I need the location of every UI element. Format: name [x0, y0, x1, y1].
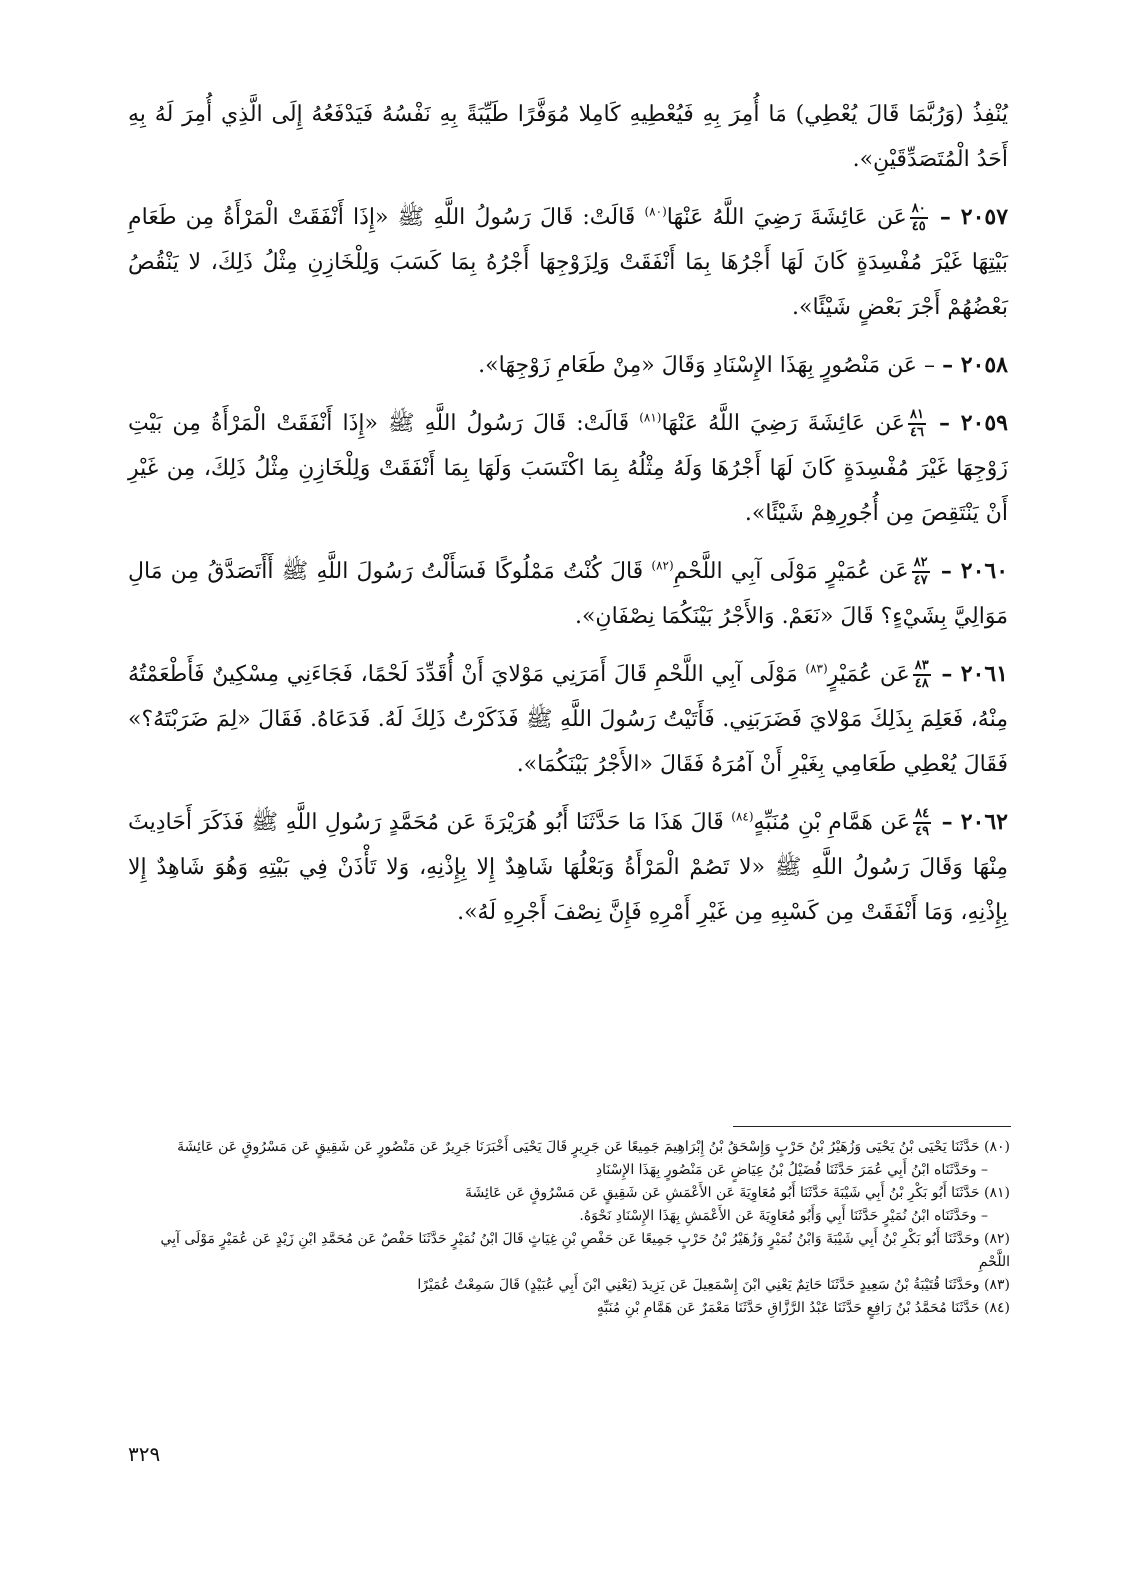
hadith-fraction [912, 556, 930, 588]
hadith-2059 [128, 401, 1008, 536]
footnote-ref[interactable]: (٨٣) [805, 661, 828, 676]
fraction-top: ٨٢ [912, 556, 930, 573]
hadith-number: ٢٠٦٠ – [940, 558, 1009, 584]
hadith-opening: عَن عُمَيْرٍ مَوْلَى آبِي اللَّحْمِ [673, 559, 909, 584]
hadith-number: ٢٠٥٩ – [939, 410, 1008, 436]
hadith-fraction [913, 659, 931, 691]
footnote-ref[interactable]: (٨٠) [644, 204, 667, 219]
hadith-opening: – عَن مَنْصُورٍ بِهَذَا الإِسْنَادِ [712, 353, 936, 378]
hadith-text: قَالَ هَذَا مَا حَدَّثَنَا أَبُو هُرَيْرَةَ عَن مُحَمَّدٍ رَسُولِ اللَّهِ ﷺ فَذَكَرَ أَحَادِيثَ مِنْهَا وَقَالَ رَسُولُ اللَّهِ ﷺ «لا تَصُمْ الْمَرْأَةُ وَبَعْلُهَا شَاهِدٌ إِلا بِإِذْنِهِ، وَلا تَأْذَنْ فِي بَيْتِهِ وَهُوَ شَاهِدٌ إِلا بِإِذْنِهِ، وَمَا أَنْفَقَتْ مِن كَسْبِهِ مِن غَيْرِ أَمْرِهِ فَإِنَّ نِصْفَ أَجْرِهِ لَهُ». [128, 810, 1008, 925]
hadith-opening: عَن عُمَيْرٍ [827, 662, 910, 687]
fraction-bottom: ٤٨ [914, 676, 929, 691]
hadith-fraction [913, 807, 931, 839]
fraction-bottom: ٤٥ [911, 219, 926, 234]
fraction-top: ٨١ [908, 408, 926, 425]
footnote-83: (٨٣) وحَدَّثَنَا قُتَيْبَةُ بْنُ سَعِيدٍ حَدَّثَنَا حَاتِمٌ يَعْنِي ابْنَ إِسْمَعِيلَ عَن يَزِيدَ (يَعْنِي ابْنَ أَبِي عُبَيْدٍ) قَالَ سَمِعْتُ عُمَيْرًا [417, 1277, 1010, 1293]
footnote-ref[interactable]: (٨٢) [651, 558, 674, 573]
footnote-divider [733, 1126, 1011, 1127]
page-number: ٣٢٩ [128, 1442, 161, 1466]
hadith-fraction [910, 202, 928, 234]
fraction-bottom: ٤٧ [913, 573, 928, 588]
footnote-80-sub: – وحَدَّثَنَاه ابْنُ أَبِي عُمَرَ حَدَّثَنَا فُضَيْلُ بْنُ عِيَاضٍ عَن مَنْصُورٍ بِهَذَا الإِسْنَادِ [595, 1162, 988, 1178]
footnote-84: (٨٤) حَدَّثَنَا مُحَمَّدُ بْنُ رَافِعٍ حَدَّثَنَا عَبْدُ الرَّزَّاقِ حَدَّثَنَا مَعْمَرٌ عَن هَمَّامِ بْنِ مُنَبِّهٍ [596, 1300, 1010, 1316]
hadith-number: ٢٠٥٧ – [939, 204, 1009, 230]
hadith-number: ٢٠٦٢ – [941, 809, 1008, 835]
hadith-opening: عَن عَائِشَةَ رَضِيَ اللَّهُ عَنْهَا [661, 411, 905, 436]
footnote-ref[interactable]: (٨١) [639, 410, 662, 425]
hadith-opening: عَن عَائِشَةَ رَضِيَ اللَّهُ عَنْهَا [666, 205, 907, 230]
hadith-text: قَالَتْ: قَالَ رَسُولُ اللَّهِ ﷺ «إِذَا أَنْفَقَتْ الْمَرْأَةُ مِن طَعَامِ بَيْتِهَا غَيْرَ مُفْسِدَةٍ كَانَ لَهَا أَجْرُهَا بِمَا أَنْفَقَتْ وَلِزَوْجِهَا أَجْرُهُ بِمَا كَسَبَ وَلِلْخَازِنِ مِثْلُ ذَلِكَ، لا يَنْقُصُ بَعْضُهُمْ أَجْرَ بَعْضٍ شَيْئًا». [128, 205, 1008, 320]
hadith-continuation [128, 92, 1008, 182]
footnote-81: (٨١) حَدَّثَنَا أَبُو بَكْرِ بْنُ أَبِي شَيْبَةَ حَدَّثَنَا أَبُو مُعَاوِيَةَ عَن الأَعْمَشِ عَن شَقِيقٍ عَن مَسْرُوقٍ عَن عَائِشَةَ [465, 1185, 1010, 1201]
hadith-2057 [128, 195, 1008, 330]
hadith-number: ٢٠٥٨ – [942, 352, 1008, 378]
footnote-ref[interactable]: (٨٤) [731, 809, 754, 824]
hadith-text: قَالَتْ: قَالَ رَسُولُ اللَّهِ ﷺ «إِذَا أَنْفَقَتْ الْمَرْأَةُ مِن بَيْتِ زَوْجِهَا غَيْرَ مُفْسِدَةٍ كَانَ لَهَا أَجْرُهَا وَلَهُ مِثْلُهُ بِمَا اكْتَسَبَ وَلَهَا بِمَا أَنْفَقَتْ وَلِلْخَازِنِ مِثْلُ ذَلِكَ، مِن غَيْرِ أَنْ يَنْتَقِصَ مِن أُجُورِهِمْ شَيْئًا». [128, 411, 1008, 526]
footnote-81-sub: – وحَدَّثَنَاه ابْنُ نُمَيْرٍ حَدَّثَنَا أَبِي وَأَبُو مُعَاوِيَةَ عَن الأَعْمَشِ بِهَذَا الإِسْنَادِ نَحْوَهُ. [579, 1208, 988, 1224]
footnote-82: (٨٢) وحَدَّثَنَا أَبُو بَكْرِ بْنُ أَبِي شَيْبَةَ وَابْنُ نُمَيْرٍ وَزُهَيْرُ بْنُ حَرْبٍ جَمِيعًا عَن حَفْصِ بْنِ غِيَاثٍ قَالَ ابْنُ نُمَيْرٍ حَدَّثَنَا حَفْصٌ عَن مُحَمَّدِ ابْنِ زَيْدٍ عَن عُمَيْرٍ مَوْلَى آبِي اللَّحْمِ [160, 1231, 1010, 1270]
hadith-2060 [128, 549, 1008, 639]
hadith-2062 [128, 800, 1008, 935]
fraction-top: ٨٠ [910, 202, 928, 219]
hadith-text: وَقَالَ «مِنْ طَعَامِ زَوْجِهَا». [478, 353, 706, 378]
footnote-80: (٨٠) حَدَّثَنَا يَحْيَى بْنُ يَحْيَى وَزُهَيْرُ بْنُ حَرْبٍ وَإِسْحَقُ بْنُ إِبْرَاهِيمَ جَمِيعًا عَن جَرِيرٍ قَالَ يَحْيَى أَخْبَرَنَا جَرِيرٌ عَن مَنْصُورٍ عَن شَقِيقٍ عَن مَسْرُوقٍ عَن عَائِشَةَ [177, 1139, 1010, 1155]
fraction-top: ٨٤ [913, 807, 931, 824]
main-text-block [128, 92, 1008, 948]
hadith-text: قَالَ كُنْتُ مَمْلُوكًا فَسَأَلْتُ رَسُولَ اللَّهِ ﷺ أَأَتَصَدَّقُ مِن مَالِ مَوَالِيَّ بِشَيْءٍ؟ قَالَ «نَعَمْ. وَالأَجْرُ بَيْنَكُمَا نِصْفَانِ». [128, 559, 1008, 629]
hadith-2061 [128, 652, 1008, 787]
hadith-2058 [128, 343, 1008, 388]
fraction-bottom: ٤٦ [910, 425, 924, 440]
fraction-bottom: ٤٩ [915, 824, 930, 839]
footnotes-block [128, 1136, 1010, 1320]
hadith-text: مَوْلَى آبِي اللَّحْمِ قَالَ أَمَرَنِي مَوْلايَ أَنْ أُقَدِّدَ لَحْمًا، فَجَاءَنِي مِسْكِينٌ فَأَطْعَمْتُهُ مِنْهُ، فَعَلِمَ بِذَلِكَ مَوْلايَ فَضَرَبَنِي. فَأَتَيْتُ رَسُولَ اللَّهِ ﷺ فَذَكَرْتُ ذَلِكَ لَهُ. فَدَعَاهُ. فَقَالَ «لِمَ ضَرَبْتَهُ؟» فَقَالَ يُعْطِي طَعَامِي بِغَيْرِ أَنْ آمُرَهُ فَقَالَ «الأَجْرُ بَيْنَكُمَا». [128, 662, 1008, 777]
hadith-fraction [908, 408, 926, 440]
hadith-opening: عَن هَمَّامِ بْنِ مُنَبِّهٍ [753, 810, 911, 835]
continuation-text: يُنْفِذُ (وَرُبَّمَا قَالَ يُعْطِي) مَا أُمِرَ بِهِ فَيُعْطِيهِ كَامِلا مُوَفَّرًا طَيِّبَةً بِهِ نَفْسُهُ فَيَدْفَعُهُ إِلَى الَّذِي أُمِرَ لَهُ بِهِ أَحَدُ الْمُتَصَدِّقَيْنِ». [128, 102, 1008, 172]
fraction-top: ٨٣ [913, 659, 931, 676]
hadith-number: ٢٠٦١ – [941, 661, 1008, 687]
